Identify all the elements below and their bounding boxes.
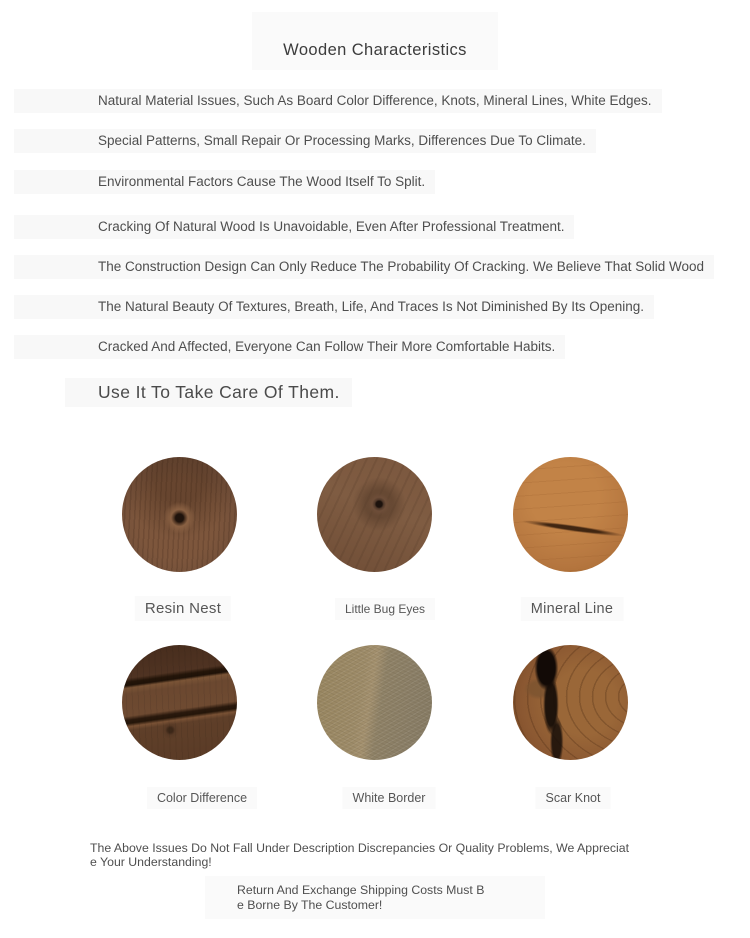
wood-sample-image-white-border bbox=[317, 645, 432, 760]
intro-line-5: The Construction Design Can Only Reduce The Probability Of Cracking. We Believe That Solid Wood bbox=[14, 255, 714, 279]
wood-sample-image-mineral-line bbox=[513, 457, 628, 572]
wood-sample-image-little-bug-eyes bbox=[317, 457, 432, 572]
intro-line-1: Natural Material Issues, Such As Board Color Difference, Knots, Mineral Lines, White Edges. bbox=[14, 89, 662, 113]
intro-line-3: Environmental Factors Cause The Wood Itself To Split. bbox=[14, 170, 435, 194]
returns-line-2: e Borne By The Customer! bbox=[237, 897, 383, 912]
page-title: Wooden Characteristics bbox=[283, 40, 467, 59]
wood-sample-image-resin-nest bbox=[122, 457, 237, 572]
sample-label-color-difference: Color Difference bbox=[147, 787, 257, 809]
intro-line-2: Special Patterns, Small Repair Or Processing Marks, Differences Due To Climate. bbox=[14, 129, 596, 153]
disclaimer-note bbox=[90, 842, 629, 870]
wood-sample-image-scar-knot bbox=[513, 645, 628, 760]
disclaimer-line-1: The Above Issues Do Not Fall Under Description Discrepancies Or Quality Problems, We Appreciat bbox=[90, 841, 630, 855]
emphasis-line: Use It To Take Care Of Them. bbox=[65, 378, 352, 407]
title-banner bbox=[252, 12, 498, 70]
returns-line-1: Return And Exchange Shipping Costs Must B bbox=[237, 883, 485, 897]
returns-note bbox=[205, 876, 545, 919]
sample-label-scar-knot: Scar Knot bbox=[536, 787, 611, 809]
sample-label-resin-nest: Resin Nest bbox=[135, 596, 231, 621]
wood-sample-image-color-difference bbox=[122, 645, 237, 760]
sample-label-mineral-line: Mineral Line bbox=[521, 597, 624, 621]
intro-line-7: Cracked And Affected, Everyone Can Follow Their More Comfortable Habits. bbox=[14, 335, 565, 359]
intro-line-4: Cracking Of Natural Wood Is Unavoidable, Even After Professional Treatment. bbox=[14, 215, 574, 239]
intro-line-6: The Natural Beauty Of Textures, Breath, Life, And Traces Is Not Diminished By Its Opening. bbox=[14, 295, 654, 319]
disclaimer-line-2: e Your Understanding! bbox=[90, 854, 212, 869]
sample-label-little-bug-eyes: Little Bug Eyes bbox=[335, 598, 435, 620]
sample-label-white-border: White Border bbox=[343, 787, 436, 809]
